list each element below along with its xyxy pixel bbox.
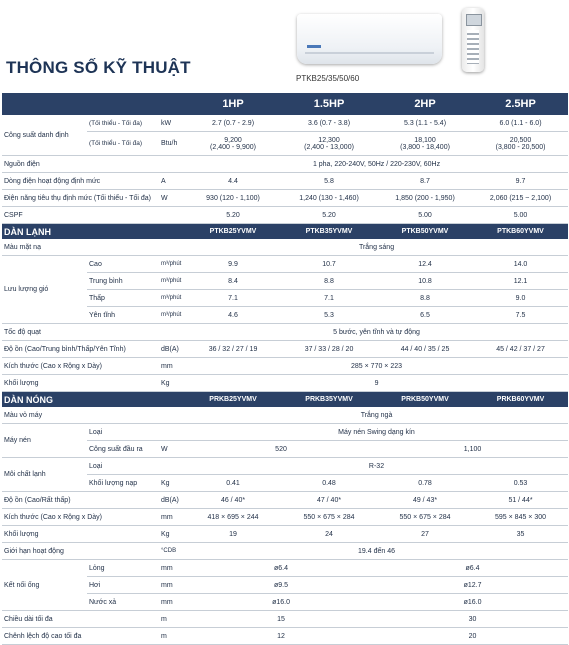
indoor-dimensions-label: Kích thước (Cao x Rộng x Dày) <box>2 358 159 375</box>
refrigerant-type-row <box>2 458 568 475</box>
column-1hp: 1HP <box>185 93 281 115</box>
outdoor-dimensions-label: Kích thước (Cao x Rộng x Dày) <box>2 509 159 526</box>
airflow-unit: m³/phút <box>159 256 185 273</box>
compressor-output-row <box>2 441 568 458</box>
cspf-label: CSPF <box>2 207 185 224</box>
ac-vent-line <box>305 52 434 54</box>
piping-type-label: Hơi <box>87 577 159 594</box>
compressor-type-row <box>2 424 568 441</box>
indoor-model: PTKB25YVMV <box>185 224 281 240</box>
refrigerant-charge-value: 0.78 <box>377 475 473 492</box>
piping-label: Kết nối ống <box>2 560 87 611</box>
max-height-diff-value: 20 <box>377 628 568 645</box>
airflow-value: 6.5 <box>377 307 473 324</box>
piping-unit: mm <box>159 594 185 611</box>
indoor-weight-row <box>2 375 568 392</box>
remote-control-image <box>462 8 484 72</box>
airflow-row <box>2 290 568 307</box>
model-caption: PTKB25/35/50/60 <box>296 74 360 83</box>
btu-sub-label: (Tối thiểu - Tối đa) <box>87 132 159 156</box>
outdoor-weight-value: 27 <box>377 526 473 543</box>
kw-sub-label: (Tối thiểu - Tối đa) <box>87 115 159 132</box>
btu-value: 9,200 (2,400 - 9,900) <box>185 132 281 156</box>
page-header <box>0 0 569 92</box>
airflow-value: 14.0 <box>473 256 568 273</box>
outdoor-dimensions-value: 550 × 675 × 284 <box>377 509 473 526</box>
outdoor-dimensions-row <box>2 509 568 526</box>
piping-type-label: Nước xả <box>87 594 159 611</box>
piping-value: ø16.0 <box>185 594 377 611</box>
outdoor-dimensions-value: 595 × 845 × 300 <box>473 509 568 526</box>
piping-unit: mm <box>159 577 185 594</box>
power-consumption-row <box>2 190 568 207</box>
kw-value: 5.3 (1.1 - 5.4) <box>377 115 473 132</box>
refrigerant-charge-value: 0.41 <box>185 475 281 492</box>
power-supply-row <box>2 156 568 173</box>
rated-current-value: 5.8 <box>281 173 377 190</box>
operating-range-label: Giới hạn hoạt động <box>2 543 159 560</box>
fan-speed-row <box>2 324 568 341</box>
outdoor-noise-value: 51 / 44* <box>473 492 568 509</box>
piping-value: ø6.4 <box>377 560 568 577</box>
indoor-dimensions-unit: mm <box>159 358 185 375</box>
max-height-diff-row <box>2 628 568 645</box>
outdoor-weight-unit: Kg <box>159 526 185 543</box>
remote-buttons <box>467 30 479 64</box>
power-supply-label: Nguồn điện <box>2 156 185 173</box>
piping-row <box>2 594 568 611</box>
power-consumption-value: 2,060 (215 ~ 2,100) <box>473 190 568 207</box>
airflow-unit: m³/phút <box>159 307 185 324</box>
indoor-dimensions-row <box>2 358 568 375</box>
max-pipe-length-value: 30 <box>377 611 568 628</box>
airflow-value: 10.7 <box>281 256 377 273</box>
outdoor-section-header <box>2 392 568 408</box>
airflow-level-label: Thấp <box>87 290 159 307</box>
fan-speed-label: Tốc độ quạt <box>2 324 185 341</box>
compressor-type-value: Máy nén Swing dạng kín <box>185 424 568 441</box>
max-pipe-length-label: Chiều dài tối đa <box>2 611 159 628</box>
panel-color-row <box>2 239 568 256</box>
airflow-row <box>2 307 568 324</box>
piping-row <box>2 577 568 594</box>
indoor-model: PTKB35YVMV <box>281 224 377 240</box>
indoor-section-title: DÀN LẠNH <box>2 224 185 240</box>
piping-value: ø12.7 <box>377 577 568 594</box>
cspf-value: 5.00 <box>473 207 568 224</box>
kw-value: 2.7 (0.7 - 2.9) <box>185 115 281 132</box>
airflow-unit: m³/phút <box>159 273 185 290</box>
compressor-output-value: 520 <box>185 441 377 458</box>
piping-value: ø6.4 <box>185 560 377 577</box>
outdoor-noise-row <box>2 492 568 509</box>
cspf-value: 5.00 <box>377 207 473 224</box>
operating-range-value: 19.4 đến 46 <box>185 543 568 560</box>
refrigerant-charge-label: Khối lượng nạp <box>87 475 159 492</box>
rated-current-row <box>2 173 568 190</box>
spec-table <box>2 93 568 645</box>
refrigerant-charge-row <box>2 475 568 492</box>
airflow-unit: m³/phút <box>159 290 185 307</box>
airflow-value: 7.1 <box>185 290 281 307</box>
compressor-output-label: Công suất đầu ra <box>87 441 159 458</box>
power-consumption-value: 1,850 (200 - 1,950) <box>377 190 473 207</box>
refrigerant-label: Môi chất lạnh <box>2 458 87 492</box>
indoor-noise-value: 44 / 40 / 35 / 25 <box>377 341 473 358</box>
airflow-value: 8.8 <box>281 273 377 290</box>
empty-unit-cell <box>159 458 185 475</box>
casing-color-row <box>2 407 568 424</box>
power-consumption-value: 1,240 (130 - 1,460) <box>281 190 377 207</box>
column-header-row <box>2 93 568 115</box>
indoor-noise-value: 37 / 33 / 28 / 20 <box>281 341 377 358</box>
outdoor-noise-value: 49 / 43* <box>377 492 473 509</box>
airflow-value: 7.1 <box>281 290 377 307</box>
rated-current-unit: A <box>159 173 185 190</box>
max-height-diff-label: Chênh lệch độ cao tối đa <box>2 628 159 645</box>
airflow-value: 5.3 <box>281 307 377 324</box>
cspf-value: 5.20 <box>281 207 377 224</box>
outdoor-model: PRKB25YVMV <box>185 392 281 408</box>
refrigerant-charge-value: 0.48 <box>281 475 377 492</box>
kw-unit: kW <box>159 115 185 132</box>
outdoor-model: PRKB35YVMV <box>281 392 377 408</box>
piping-type-label: Lỏng <box>87 560 159 577</box>
max-height-diff-value: 12 <box>185 628 377 645</box>
compressor-type-label: Loại <box>87 424 159 441</box>
max-pipe-length-value: 15 <box>185 611 377 628</box>
refrigerant-charge-unit: Kg <box>159 475 185 492</box>
kw-value: 6.0 (1.1 - 6.0) <box>473 115 568 132</box>
outdoor-weight-row <box>2 526 568 543</box>
outdoor-noise-value: 47 / 40* <box>281 492 377 509</box>
rated-current-value: 9.7 <box>473 173 568 190</box>
airflow-level-label: Cao <box>87 256 159 273</box>
rated-capacity-label: Công suất danh định <box>2 115 87 156</box>
airflow-value: 8.4 <box>185 273 281 290</box>
power-consumption-value: 930 (120 - 1,100) <box>185 190 281 207</box>
btu-value: 20,500 (3,800 - 20,500) <box>473 132 568 156</box>
airflow-value: 12.4 <box>377 256 473 273</box>
outdoor-weight-value: 19 <box>185 526 281 543</box>
power-consumption-label: Điện năng tiêu thụ định mức (Tối thiểu - Tối đa) <box>2 190 159 207</box>
outdoor-weight-value: 35 <box>473 526 568 543</box>
panel-color-value: Trắng sáng <box>185 239 568 256</box>
piping-value: ø16.0 <box>377 594 568 611</box>
indoor-noise-label: Độ ồn (Cao/Trung bình/Thấp/Yên Tĩnh) <box>2 341 159 358</box>
air-conditioner-image <box>297 14 442 64</box>
cspf-value: 5.20 <box>185 207 281 224</box>
rated-current-value: 4.4 <box>185 173 281 190</box>
max-height-diff-unit: m <box>159 628 185 645</box>
btu-unit: Btu/h <box>159 132 185 156</box>
operating-range-unit: °CDB <box>159 543 185 560</box>
panel-color-label: Màu mặt nạ <box>2 239 185 256</box>
outdoor-noise-value: 46 / 40* <box>185 492 281 509</box>
piping-unit: mm <box>159 560 185 577</box>
indoor-dimensions-value: 285 × 770 × 223 <box>185 358 568 375</box>
rated-current-value: 8.7 <box>377 173 473 190</box>
airflow-value: 9.0 <box>473 290 568 307</box>
airflow-value: 8.8 <box>377 290 473 307</box>
btu-value: 18,100 (3,800 - 18,400) <box>377 132 473 156</box>
header-blank <box>2 93 185 115</box>
indoor-section-header <box>2 224 568 240</box>
airflow-value: 9.9 <box>185 256 281 273</box>
refrigerant-type-value: R-32 <box>185 458 568 475</box>
compressor-label: Máy nén <box>2 424 87 458</box>
column-2-5hp: 2.5HP <box>473 93 568 115</box>
remote-screen <box>466 14 482 26</box>
airflow-value: 10.8 <box>377 273 473 290</box>
casing-color-label: Màu vỏ máy <box>2 407 185 424</box>
kw-value: 3.6 (0.7 - 3.8) <box>281 115 377 132</box>
indoor-noise-value: 36 / 32 / 27 / 19 <box>185 341 281 358</box>
indoor-model: PTKB60YVMV <box>473 224 568 240</box>
refrigerant-type-label: Loại <box>87 458 159 475</box>
airflow-value: 7.5 <box>473 307 568 324</box>
piping-value: ø9.5 <box>185 577 377 594</box>
btu-value: 12,300 (2,400 - 13,000) <box>281 132 377 156</box>
airflow-value: 12.1 <box>473 273 568 290</box>
compressor-output-unit: W <box>159 441 185 458</box>
outdoor-noise-label: Độ ồn (Cao/Rất thấp) <box>2 492 159 509</box>
piping-row <box>2 560 568 577</box>
outdoor-model: PRKB50YVMV <box>377 392 473 408</box>
compressor-output-value: 1,100 <box>377 441 568 458</box>
indoor-weight-value: 9 <box>185 375 568 392</box>
brand-logo-mark <box>307 45 321 48</box>
refrigerant-charge-value: 0.53 <box>473 475 568 492</box>
outdoor-section-title: DÀN NÓNG <box>2 392 185 408</box>
airflow-row <box>2 256 568 273</box>
operating-range-row <box>2 543 568 560</box>
cspf-row <box>2 207 568 224</box>
indoor-noise-value: 45 / 42 / 37 / 27 <box>473 341 568 358</box>
casing-color-value: Trắng ngà <box>185 407 568 424</box>
airflow-level-label: Yên tĩnh <box>87 307 159 324</box>
column-2hp: 2HP <box>377 93 473 115</box>
page-title: THÔNG SỐ KỸ THUẬT <box>6 58 191 77</box>
outdoor-weight-label: Khối lượng <box>2 526 159 543</box>
indoor-weight-unit: Kg <box>159 375 185 392</box>
indoor-weight-label: Khối lượng <box>2 375 159 392</box>
airflow-level-label: Trung bình <box>87 273 159 290</box>
outdoor-model: PRKB60YVMV <box>473 392 568 408</box>
outdoor-weight-value: 24 <box>281 526 377 543</box>
power-supply-value: 1 pha, 220-240V, 50Hz / 220-230V, 60Hz <box>185 156 568 173</box>
indoor-noise-unit: dB(A) <box>159 341 185 358</box>
airflow-label: Lưu lượng gió <box>2 256 87 324</box>
indoor-model: PTKB50YVMV <box>377 224 473 240</box>
power-consumption-unit: W <box>159 190 185 207</box>
column-1-5hp: 1.5HP <box>281 93 377 115</box>
airflow-row <box>2 273 568 290</box>
outdoor-dimensions-value: 550 × 675 × 284 <box>281 509 377 526</box>
max-pipe-length-row <box>2 611 568 628</box>
airflow-value: 4.6 <box>185 307 281 324</box>
outdoor-noise-unit: dB(A) <box>159 492 185 509</box>
outdoor-dimensions-value: 418 × 695 × 244 <box>185 509 281 526</box>
outdoor-dimensions-unit: mm <box>159 509 185 526</box>
rated-current-label: Dòng điện hoạt động định mức <box>2 173 159 190</box>
rated-capacity-kw-row <box>2 115 568 132</box>
empty-unit-cell <box>159 424 185 441</box>
max-pipe-length-unit: m <box>159 611 185 628</box>
indoor-noise-row <box>2 341 568 358</box>
fan-speed-value: 5 bước, yên tĩnh và tự động <box>185 324 568 341</box>
rated-capacity-btu-row <box>2 132 568 156</box>
